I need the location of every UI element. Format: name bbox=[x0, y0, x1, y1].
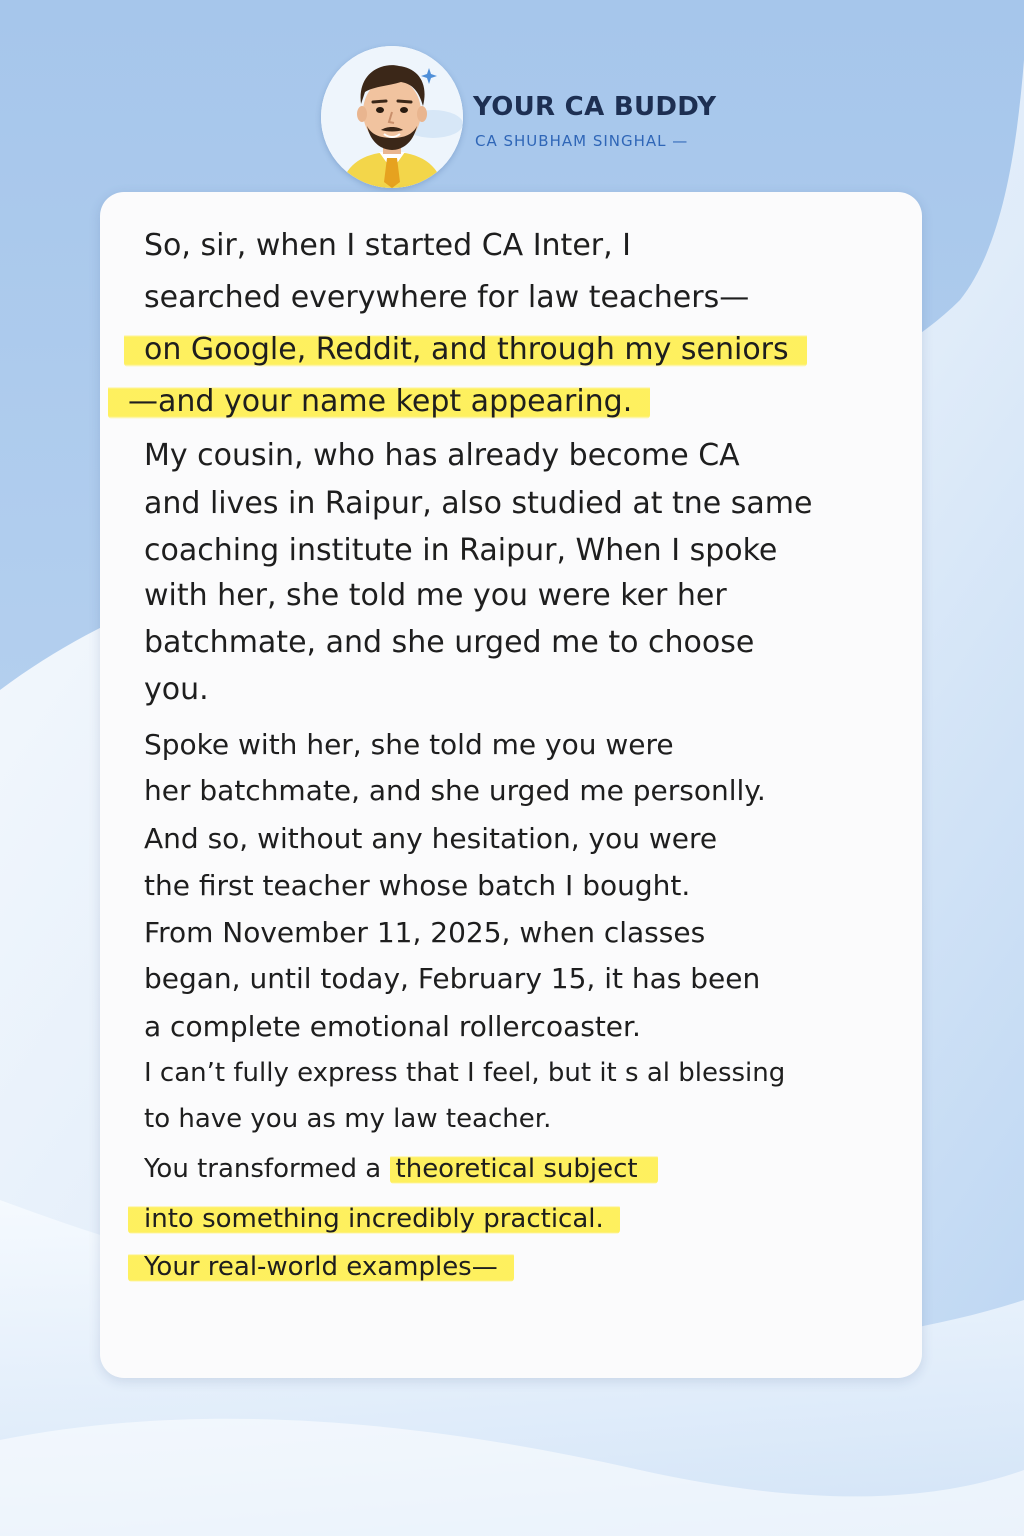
message-line: you. bbox=[144, 672, 209, 707]
highlight-mark: theoretical subject bbox=[390, 1154, 658, 1184]
highlight-mark: into something incredibly practical. bbox=[128, 1204, 620, 1234]
message-line-highlighted bbox=[144, 332, 807, 367]
message-line: her batchmate, and she urged me personlly. bbox=[144, 774, 766, 807]
highlight-mark: —and your name kept appearing. bbox=[108, 384, 650, 419]
brand-title: YOUR CA BUDDY bbox=[473, 92, 717, 122]
message-line: the first teacher whose batch I bought. bbox=[144, 869, 691, 902]
plain-text: You transformed a bbox=[144, 1154, 390, 1184]
message-line-highlighted bbox=[144, 1252, 514, 1282]
highlight-mark: Your real-world examples— bbox=[128, 1252, 514, 1282]
message-line-highlighted bbox=[144, 1204, 620, 1234]
message-line: to have you as my law teacher. bbox=[144, 1104, 552, 1134]
message-line: and lives in Raipur, also studied at tne same bbox=[144, 486, 813, 521]
teacher-avatar-icon bbox=[321, 46, 463, 188]
message-line: From November 11, 2025, when classes bbox=[144, 916, 706, 949]
highlight-mark: on Google, Reddit, and through my seniors bbox=[124, 332, 807, 367]
message-line-highlighted bbox=[128, 384, 650, 419]
message-line: coaching institute in Raipur, When I spoke bbox=[144, 533, 778, 568]
message-line: a complete emotional rollercoaster. bbox=[144, 1010, 641, 1043]
message-line: I can’t fully express that I feel, but it s al blessing bbox=[144, 1058, 786, 1088]
message-line bbox=[144, 1154, 658, 1184]
message-line: My cousin, who has already become CA bbox=[144, 438, 740, 473]
avatar bbox=[321, 46, 463, 188]
message-line: And so, without any hesitation, you were bbox=[144, 822, 718, 855]
message-line: Spoke with her, she told me you were bbox=[144, 728, 674, 761]
message-line: began, until today, February 15, it has been bbox=[144, 962, 761, 995]
brand-subtitle: CA SHUBHAM SINGHAL — bbox=[475, 132, 689, 150]
message-line: So, sir, when I started CA Inter, I bbox=[144, 228, 632, 263]
message-line: searched everywhere for law teachers— bbox=[144, 280, 750, 315]
message-line: with her, she told me you were ker her bbox=[144, 578, 727, 613]
message-line: batchmate, and she urged me to choose bbox=[144, 625, 755, 660]
